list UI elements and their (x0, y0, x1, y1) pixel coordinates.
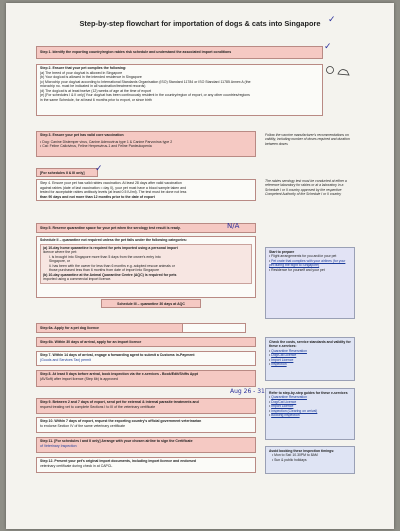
start-prepare-item: • Flight arrangements for you and/or your pet (269, 254, 337, 259)
check-costs-link[interactable]: Import Licence (271, 357, 294, 362)
schedule-ii-conditions (40, 244, 252, 284)
check-costs-header: Check the costs, service standards and validity for these e-services: (269, 340, 351, 349)
step-3-cat: • Cat: Feline Calicivirus, Feline Herpesvirus-1 and Feline Panleukopenia (40, 144, 152, 148)
check-costs-item[interactable]: • Inspection (269, 362, 287, 367)
check-costs-link[interactable]: Quarantine Reservation (271, 348, 307, 353)
start-prepare-item: • Residence for yourself and your pet (269, 267, 325, 272)
step-2-item-a: (a) The breed of your dog/cat is allowed in Singapore (40, 70, 123, 75)
check-costs-item[interactable]: • Dog/Cat Licence (269, 353, 297, 358)
step-8-box (36, 370, 256, 387)
step-9-box (36, 398, 256, 414)
schedule-ii-box (36, 236, 256, 298)
step-4-line-2: against rabies (date of last vaccination = day 0), your pet must have a blood sample taken and (40, 185, 187, 190)
avoid-timings-item: • Mon to Sat: 10.30PM to 8AM (272, 453, 318, 458)
step-2-item-e-cont: in the same Schedule, for at least 6 months prior to export, or since birth (40, 97, 152, 102)
condition-a-i-cont: Singapore, or (49, 259, 71, 263)
step-6b-box (36, 337, 256, 347)
step-11-line-2: of Veterinary Inspection (40, 443, 77, 448)
step-2-box (36, 64, 323, 116)
step-6a-box (36, 323, 186, 333)
step-3-dog: • Dog: Canine Distemper virus, Canine Adenovirus type 1 & Canine Parvovirus type 2 (40, 139, 173, 144)
step-6a-text: Step 6a. Apply for a pet dog licence (40, 326, 99, 330)
start-prepare-item-text: Flight arrangements for you and/or your pet (271, 254, 337, 259)
schedule-tag (36, 168, 98, 177)
condition-a-line-2: licence where the pet: (43, 250, 78, 254)
step-2-item-c: (c) Microchip your dog/cat according to International Standards Organisation (ISO) Standard 11784 or ISO Standard 11785 Annex A (the (40, 79, 251, 84)
step-3-header: Step 3. Ensure your pet has valid core vaccination (40, 133, 124, 137)
schedule-tag-text: [For schedules II & III only] (40, 171, 85, 175)
check-costs-link[interactable]: Inspection (271, 362, 287, 367)
step-2-item-c-cont: microchip no. must be indicated in all vaccination/treatment records) (40, 84, 146, 88)
thumbnail-image (182, 323, 246, 333)
step-2-item-b: (b) Your dog/cat is allowed in the intended residence in Singapore (40, 75, 142, 79)
refer-guides-box (265, 388, 355, 440)
refer-guides-item[interactable]: • Import Licence (269, 404, 294, 409)
step-12-line-2: veterinary certificate during check in at CAPCL (40, 463, 113, 468)
rabies-note: The rabies serology test must be conducted at either a reference laboratory for rabies or at a laboratory in a Schedule I or II country approved by the respective Competent Authority of the Schedule I or II country (265, 179, 347, 197)
document-page (6, 3, 394, 529)
refer-guides-item[interactable]: • Inspection (Clearing on arrival) (269, 408, 318, 413)
handwritten-checkmark: ✓ (324, 42, 332, 52)
step-4-line-1: Step 4. Ensure your pet has valid rabies vaccination. At least 28 days after valid vaccination (40, 181, 182, 185)
check-costs-box (265, 337, 355, 381)
avoid-timings-text: Mon to Sat: 10.30PM to 8AM (274, 453, 318, 458)
step-11-box (36, 437, 256, 453)
check-costs-link[interactable]: Dog/Cat Licence (271, 353, 297, 358)
schedule-ii-header: Schedule II – quarantine not required unless the pet fails under the following categories: (40, 238, 188, 242)
step-7-box (36, 351, 256, 366)
start-prepare-item: • Pet crate that complies with your airlines (for your pet during the flight to Singapore) (269, 258, 346, 268)
condition-a-ii: ii. has been with the owner for less than 6 months e.g. adopted rescue animals or (49, 263, 175, 268)
step-12-box (36, 457, 256, 473)
step-7-line-1: Step 7. Within 14 days of arrival, engage a forwarding agent to submit a Customs in-Payment (40, 353, 195, 357)
step-4-box (36, 179, 256, 201)
avoid-timings-header: Avoid booking these inspection timings: (269, 449, 335, 453)
vaccine-note: Follow the vaccine manufacturer's recommendations on validity, including number of doses required and duration between doses (265, 133, 350, 146)
start-prepare-item-text: Residence for yourself and your pet (271, 267, 325, 272)
refer-guides-link[interactable]: Quarantine Reservation (271, 395, 307, 400)
step-9-line-2: request treating vet to complete Sections I to III of the veterinary certificate (40, 404, 156, 409)
refer-guides-item[interactable]: • Dog/Cat Licence (269, 399, 297, 404)
condition-a-line-1: (a) 10-day home quarantine is required for pets imported using a personal import (43, 245, 178, 250)
step-3-dog-text: Dog: Canine Distemper virus, Canine Adenovirus type 1 & Canine Parvovirus type 2 (42, 139, 173, 144)
step-5-box (36, 223, 256, 233)
pet-silhouette-icon (324, 65, 352, 77)
step-10-line-2: to endorse Section IV of the same veterinary certificate (40, 423, 126, 428)
schedule-iii-text: Schedule III – quarantine 30 days at AQC (117, 302, 185, 306)
handwritten-checkmark: ✓ (95, 164, 103, 174)
step-7-line-2: (Goods and Services Tax) permit (40, 357, 91, 362)
refer-guides-link[interactable]: Dog/Cat Licence (271, 399, 297, 404)
step-8-line-2: (AVSoft) after import licence (Step 6b) is approved (40, 376, 118, 381)
avoid-timings-item: • Sun & public holidays (272, 457, 307, 462)
step-8-line-1: Step 8. At least 5 days before arrival, book inspection via the e-services - Book/Edit/Shifts Appt (40, 372, 198, 376)
refer-guides-item[interactable]: • Quarantine Reservation (269, 395, 307, 400)
handwritten-date: Aug 26 - 31 (230, 388, 265, 395)
step-9-line-1: Step 9. Between 2 and 7 days of export, send pet for external & internal parasite treatments and (40, 400, 199, 404)
avoid-timings-box (265, 446, 355, 474)
condition-b-line-2: imported using a commercial import licence. (43, 277, 112, 281)
refer-guides-link[interactable]: Inspection (Clearing on arrival) (271, 408, 318, 413)
step-11-line-1: Step 11. [For schedules I and II only] Arrange with your chosen airline to sign the Certificate (40, 439, 193, 443)
handwritten-checkmark: ✓ (328, 15, 336, 25)
step-10-box (36, 417, 256, 433)
step-1-box (36, 46, 323, 59)
refer-guides-link[interactable]: Import Licence (271, 404, 294, 409)
condition-b-line-1: (b) 10-day quarantine at the Animal Quarantine Centre (AQC) is required for pets (43, 272, 177, 277)
step-2-item-d: (d) The dog/cat is at least twelve (12) weeks of age at the time of export (40, 88, 152, 93)
start-prepare-item-text: Pet crate that complies with your airlines (for your pet during the flight to Singapore) (269, 258, 346, 268)
check-costs-item[interactable]: • Import Licence (269, 357, 294, 362)
start-prepare-box (265, 247, 355, 319)
step-10-line-1: Step 10. Within 7 days of export, request the exporting country's official government veterinarian (40, 419, 202, 423)
step-4-line-4: than 90 days and not more than 12 months prior to the date of export (40, 194, 155, 199)
condition-a-ii-cont: those purchased less than 6 months from date of import into Singapore (49, 268, 160, 272)
refer-guides-link[interactable]: Booking inspection (271, 413, 300, 418)
refer-guides-item[interactable]: • Booking inspection (269, 413, 300, 418)
step-2-header: Step 2. Ensure that your pet complies the following: (40, 66, 127, 70)
step-2-item-e: (e) [For schedules I & II only] Your dog/cat has been continuously resident in the country/region of export, or any other countries/regions (40, 93, 250, 97)
check-costs-item[interactable]: • Quarantine Reservation (269, 348, 307, 353)
step-12-line-1: Step 12. Present your pet's original import documents, including import licence and endorsed (40, 459, 197, 463)
step-6b-text: Step 6b. Within 30 days of arrival, apply for an import licence (40, 340, 142, 344)
start-prepare-header: Start to prepare (269, 250, 295, 254)
step-3-cat-text: Cat: Feline Calicivirus, Feline Herpesvirus-1 and Feline Panleukopenia (42, 144, 152, 148)
page-title: Step-by-step flowchart for importation of dogs & cats into Singapore (79, 19, 321, 28)
step-5-header: Step 5. Reserve quarantine space for your pet when the serology test result is ready. (40, 226, 181, 230)
step-4-line-3: tested for acceptable rabies antibody levels (at least 0.5 IU/ml). The test must be done not less (40, 190, 187, 194)
step-3-box (36, 131, 256, 157)
refer-guides-header: Refer to step-by-step guides for these e-services (269, 391, 348, 395)
handwritten-na: N/A (227, 222, 240, 230)
avoid-timings-text: Sun & public holidays (274, 457, 307, 462)
condition-a-i: i. is brought into Singapore more than 5 days from the owner's entry into (49, 254, 161, 259)
step-1-text: Step 1. Identify the exporting country/region rabies risk schedule and understand the associated import conditions (40, 50, 232, 54)
schedule-iii-box (101, 299, 201, 308)
